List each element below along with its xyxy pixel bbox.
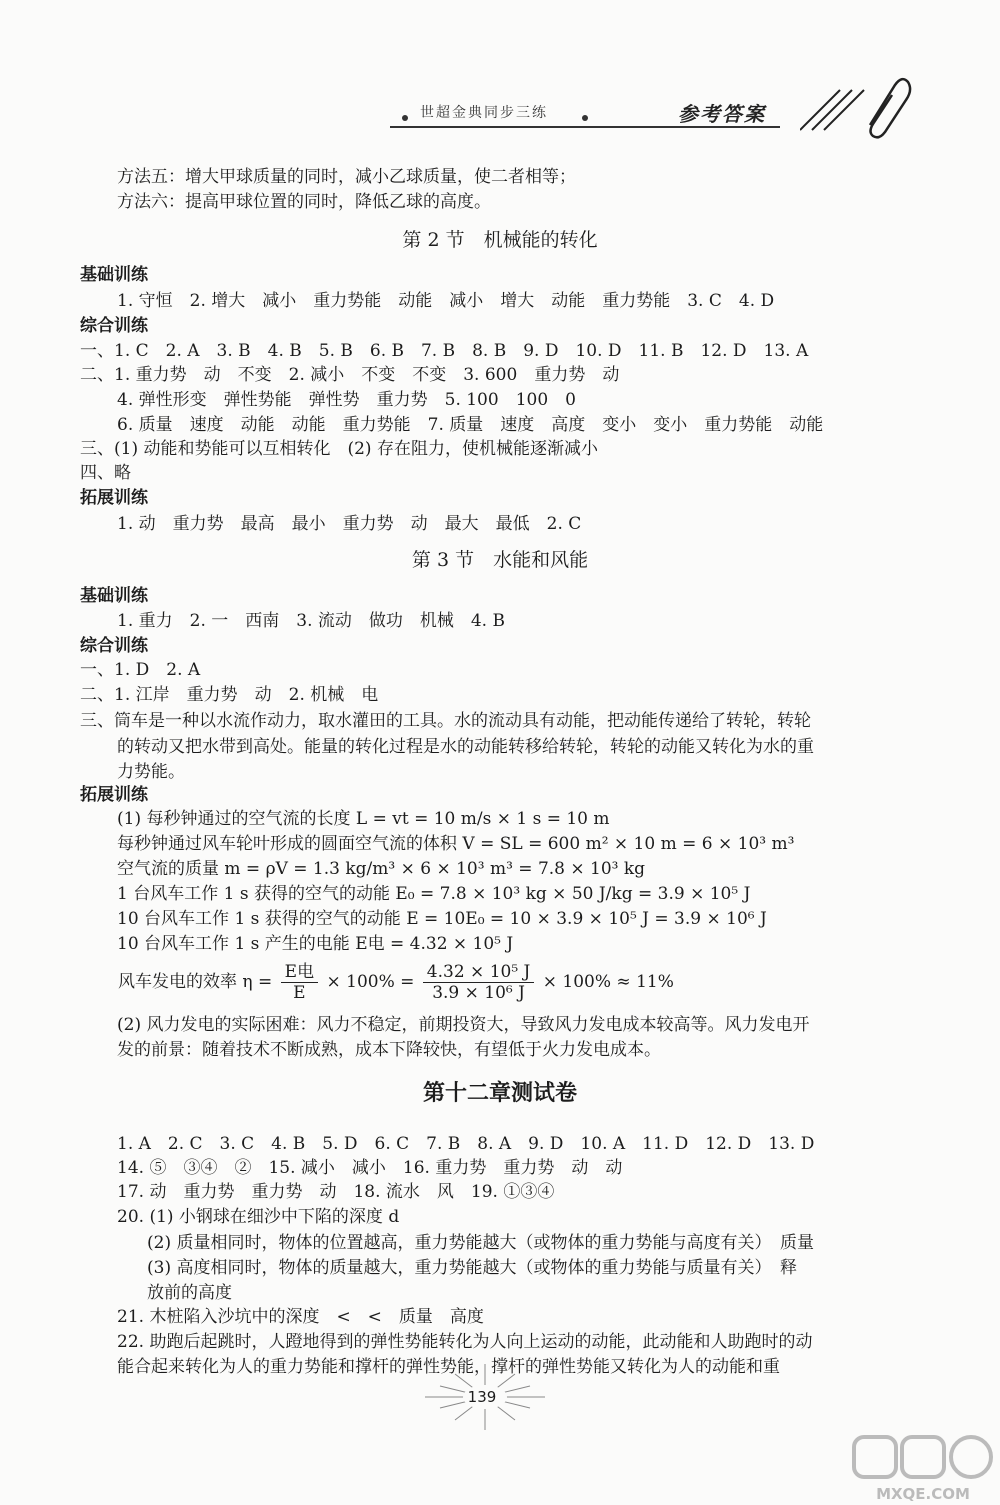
page-number: 139 <box>467 1388 497 1406</box>
answer-line: 14. ⑤ ③④ ② 15. 减小 减小 16. 重力势 重力势 动 动 <box>117 1158 623 1178</box>
formula-suffix: × 100% ≈ 11% <box>542 972 674 992</box>
text-line: 方法五：增大甲球质量的同时，减小乙球质量，使二者相等； <box>117 167 576 187</box>
answer-line: 20. (1) 小钢球在细沙中下陷的深度 d <box>117 1207 400 1227</box>
efficiency-formula <box>118 962 674 1003</box>
chapter-title: 第十二章测试卷 <box>422 1080 577 1106</box>
answer-line: 1. 守恒 2. 增大 减小 重力势能 动能 减小 增大 动能 重力势能 3. C 4. D <box>117 291 775 311</box>
fraction-denominator: E <box>293 983 306 1003</box>
answer-line: 17. 动 重力势 重力势 动 18. 流水 风 19. ①③④ <box>117 1182 555 1202</box>
header-dot <box>582 115 588 121</box>
answer-line: (3) 高度相同时，物体的质量越大，重力势能越大（或物体的重力势能与质量有关） 释 <box>147 1258 797 1278</box>
answer-line: 的转动又把水带到高处。能量的转化过程是水的动能转移给转轮，转轮的动能又转化为水的重 <box>117 737 814 757</box>
series-title: 世超金典同步三练 <box>420 105 548 121</box>
subsection-heading: 综合训练 <box>80 636 148 656</box>
calc-line: (2) 风力发电的实际困难：风力不稳定，前期投资大，导致风力发电成本较高等。风力发电开 <box>117 1015 810 1035</box>
calc-line: 10 台风车工作 1 s 获得的空气的动能 E = 10E₀ = 10 × 3.9 × 10⁵ J = 3.9 × 10⁶ J <box>117 909 767 929</box>
formula-prefix: 风车发电的效率 η = <box>118 972 273 992</box>
calc-line: 发的前景：随着技术不断成熟，成本下降较快，有望低于火力发电成本。 <box>117 1040 661 1060</box>
answer-line: 三、筒车是一种以水流作动力，取水灌田的工具。水的流动具有动能，把动能传递给了转轮，转轮 <box>80 711 811 731</box>
text-line: 方法六：提高甲球位置的同时，降低乙球的高度。 <box>117 192 491 212</box>
answer-line: 放前的高度 <box>147 1283 232 1303</box>
fraction-denominator: 3.9 × 10⁶ J <box>432 983 525 1003</box>
answer-line: (2) 质量相同时，物体的位置越高，重力势能越大（或物体的重力势能与高度有关） 质量 <box>147 1233 814 1253</box>
answer-line: 1. 重力 2. 一 西南 3. 流动 做功 机械 4. B <box>117 611 505 631</box>
answer-line: 22. 助跑后起跳时，人蹬地得到的弹性势能转化为人向上运动的动能，此动能和人助跑时的动 <box>117 1332 813 1352</box>
answer-line: 三、(1) 动能和势能可以互相转化 (2) 存在阻力，使机械能逐渐减小 <box>80 439 598 459</box>
header-dot <box>402 115 408 121</box>
calc-line: 每秒钟通过风车轮叶形成的圆面空气流的体积 V = SL = 600 m² × 10 m = 6 × 10³ m³ <box>117 834 795 854</box>
calc-line: 1 台风车工作 1 s 获得的空气的动能 E₀ = 7.8 × 10³ kg × 50 J/kg = 3.9 × 10⁵ J <box>117 884 751 904</box>
answer-line: 四、略 <box>80 463 131 483</box>
paperclip-icon <box>800 70 920 150</box>
subsection-heading: 拓展训练 <box>80 785 148 805</box>
answer-line: 1. 动 重力势 最高 最小 重力势 动 最大 最低 2. C <box>117 514 582 534</box>
watermark-logo <box>848 1435 998 1505</box>
calc-line: 空气流的质量 m = ρV = 1.3 kg/m³ × 6 × 10³ m³ = 7.8 × 10³ kg <box>117 859 646 879</box>
formula-middle: × 100% = <box>326 972 415 992</box>
section-title: 第 3 节 水能和风能 <box>411 549 589 571</box>
subsection-heading: 综合训练 <box>80 316 148 336</box>
fraction <box>423 962 535 1003</box>
fraction-numerator: E电 <box>281 962 318 983</box>
section-title: 第 2 节 机械能的转化 <box>402 229 598 251</box>
subsection-heading: 基础训练 <box>80 586 148 606</box>
subsection-heading: 拓展训练 <box>80 488 148 508</box>
answer-line: 二、1. 江岸 重力势 动 2. 机械 电 <box>80 685 379 705</box>
calc-line: (1) 每秒钟通过的空气流的长度 L = vt = 10 m/s × 1 s = 10 m <box>117 809 610 829</box>
calc-line: 10 台风车工作 1 s 产生的电能 E电 = 4.32 × 10⁵ J <box>117 934 514 954</box>
answer-line: 4. 弹性形变 弹性势能 弹性势 重力势 5. 100 100 0 <box>117 390 576 410</box>
answer-line: 一、1. D 2. A <box>80 660 201 680</box>
subsection-heading: 基础训练 <box>80 265 148 285</box>
answer-line: 二、1. 重力势 动 不变 2. 减小 不变 不变 3. 600 重力势 动 <box>80 365 620 385</box>
answer-line: 1. A 2. C 3. C 4. B 5. D 6. C 7. B 8. A 9. D 10. A 11. D 12. D 13. D <box>117 1134 815 1154</box>
answer-line: 6. 质量 速度 动能 动能 重力势能 7. 质量 速度 高度 变小 变小 重力势能 动能 <box>117 415 824 435</box>
answers-heading: 参考答案 <box>678 102 766 126</box>
answer-line: 一、1. C 2. A 3. B 4. B 5. B 6. B 7. B 8. B 9. D 10. D 11. B 12. D 13. A <box>80 341 809 361</box>
fraction-numerator: 4.32 × 10⁵ J <box>423 962 535 983</box>
svg-text:MXQE.COM: MXQE.COM <box>876 1485 970 1503</box>
answer-line: 能合起来转化为人的重力势能和撑杆的弹性势能，撑杆的弹性势能又转化为人的动能和重 <box>117 1357 780 1377</box>
answer-line: 力势能。 <box>117 762 185 782</box>
fraction <box>281 962 318 1003</box>
answer-line: 21. 木桩陷入沙坑中的深度 < < 质量 高度 <box>117 1307 484 1327</box>
